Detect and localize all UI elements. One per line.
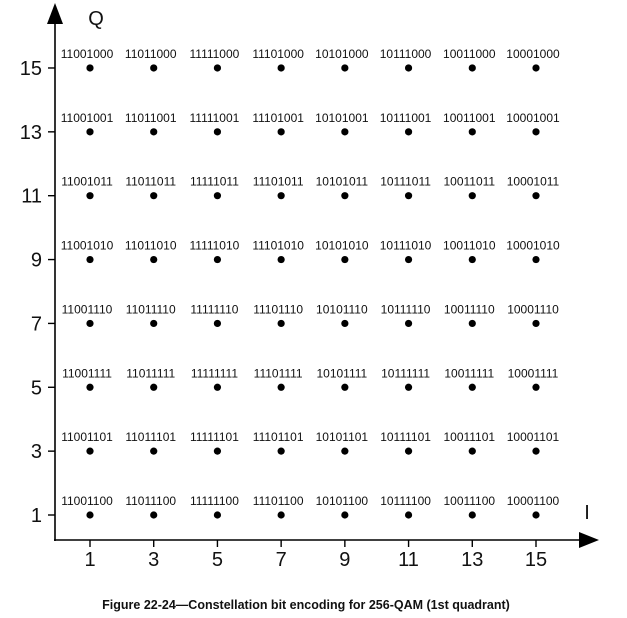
- constellation-point: [405, 256, 412, 263]
- constellation-point: [341, 192, 348, 199]
- y-axis: [47, 3, 104, 541]
- constellation-point: [150, 128, 157, 135]
- constellation-point: [278, 384, 285, 391]
- constellation-point: [86, 128, 93, 135]
- constellation-point: [214, 511, 221, 518]
- point-label: 11111101: [189, 430, 239, 445]
- constellation-point: [150, 511, 157, 518]
- constellation-point: [214, 448, 221, 455]
- point-label: 11101001: [252, 110, 304, 125]
- y-tick-label: 13: [19, 121, 42, 144]
- point-label: 11011111: [126, 366, 176, 381]
- point-label: 11011100: [125, 494, 177, 508]
- y-axis-label: Q: [88, 8, 104, 30]
- y-tick-label: 7: [30, 313, 42, 336]
- constellation-point: [150, 384, 157, 391]
- constellation-point: [341, 384, 348, 391]
- point-label: 11011101: [125, 430, 177, 445]
- point-label: 10101001: [315, 110, 369, 125]
- constellation-point: [405, 320, 412, 327]
- y-tick-label: 9: [30, 249, 42, 272]
- x-tick-label: 3: [148, 549, 160, 571]
- x-tick-label: 7: [275, 549, 287, 571]
- point-label: 10111011: [380, 174, 431, 189]
- constellation-point: [532, 64, 539, 71]
- point-label: 11001010: [60, 238, 114, 253]
- point-label: 10011011: [443, 174, 496, 189]
- point-label: 11101011: [252, 174, 304, 189]
- point-label: 11111110: [190, 302, 239, 317]
- constellation-point: [532, 320, 539, 327]
- constellation-point: [405, 511, 412, 518]
- point-label: 11111000: [189, 46, 240, 61]
- point-label: 10001011: [506, 174, 560, 189]
- constellation-point: [469, 192, 476, 199]
- constellation-point: [214, 256, 221, 263]
- point-label: 11111011: [189, 174, 239, 189]
- point-label: 11011011: [125, 174, 177, 189]
- constellation-point: [278, 64, 285, 71]
- point-label: 10001010: [506, 238, 560, 253]
- point-label: 10101010: [315, 238, 369, 253]
- point-label: 10111101: [380, 430, 431, 445]
- point-label: 10101100: [315, 494, 369, 508]
- constellation-point: [86, 511, 93, 518]
- y-ticks: [20, 58, 55, 527]
- x-axis: [54, 502, 599, 548]
- constellation-point: [86, 320, 93, 327]
- point-label: 10001101: [506, 430, 560, 445]
- point-label: 11001001: [60, 110, 114, 125]
- constellation-point: [405, 384, 412, 391]
- point-label: 10011010: [443, 238, 496, 253]
- point-label: 10111001: [379, 110, 432, 125]
- point-label: 11111001: [189, 110, 240, 125]
- point-label: 10111000: [379, 46, 432, 61]
- constellation-point: [469, 320, 476, 327]
- point-label: 10011111: [444, 366, 495, 381]
- x-tick-label: 11: [398, 549, 419, 571]
- constellation-point: [278, 320, 285, 327]
- constellation-points: [61, 47, 560, 519]
- point-label: 11001011: [61, 174, 113, 189]
- y-tick-label: 5: [30, 377, 42, 400]
- point-label: 10011001: [443, 110, 496, 125]
- point-label: 11001101: [61, 430, 113, 445]
- constellation-point: [469, 384, 476, 391]
- point-label: 10011100: [443, 494, 496, 508]
- point-label: 11001111: [62, 366, 112, 381]
- point-label: 11101100: [252, 494, 304, 508]
- point-label: 10011000: [443, 46, 496, 61]
- constellation-point: [150, 64, 157, 71]
- constellation-point: [405, 128, 412, 135]
- x-axis-arrowhead: [579, 532, 599, 548]
- x-ticks: [84, 540, 547, 571]
- constellation-point: [341, 320, 348, 327]
- constellation-point: [86, 64, 93, 71]
- constellation-point: [86, 384, 93, 391]
- point-label: 10101011: [315, 174, 369, 189]
- x-tick-label: 5: [211, 549, 223, 571]
- point-label: 10111111: [381, 366, 431, 381]
- point-label: 11101010: [252, 238, 304, 253]
- constellation-point: [278, 256, 285, 263]
- constellation-point: [405, 64, 412, 71]
- constellation-point: [405, 192, 412, 199]
- constellation-point: [278, 128, 285, 135]
- point-label: 10001000: [506, 46, 560, 61]
- point-label: 11101110: [253, 302, 304, 317]
- point-label: 11011110: [125, 302, 176, 317]
- point-label: 11101101: [252, 430, 304, 445]
- y-tick-label: 11: [21, 185, 42, 208]
- x-tick-label: 15: [524, 549, 548, 571]
- point-label: 10111100: [380, 494, 431, 508]
- constellation-point: [86, 192, 93, 199]
- x-tick-label: 1: [84, 549, 96, 571]
- point-label: 11111100: [189, 494, 239, 508]
- constellation-point: [532, 511, 539, 518]
- point-label: 11011000: [124, 46, 177, 61]
- constellation-point: [214, 320, 221, 327]
- constellation-point: [278, 192, 285, 199]
- constellation-point: [532, 128, 539, 135]
- point-label: 11001110: [61, 302, 113, 317]
- constellation-point: [405, 448, 412, 455]
- x-tick-label: 9: [339, 549, 351, 571]
- point-label: 11011001: [124, 110, 177, 125]
- point-label: 10001001: [506, 110, 560, 125]
- constellation-point: [150, 448, 157, 455]
- point-label: 10001100: [506, 494, 560, 508]
- constellation-point: [214, 384, 221, 391]
- constellation-point: [150, 192, 157, 199]
- y-tick-label: 3: [30, 441, 42, 464]
- point-label: 11011010: [124, 238, 177, 253]
- constellation-point: [469, 64, 476, 71]
- y-axis-arrowhead: [47, 3, 63, 24]
- point-label: 10001111: [507, 366, 559, 381]
- point-label: 11001000: [60, 46, 114, 61]
- constellation-point: [469, 511, 476, 518]
- constellation-point: [214, 64, 221, 71]
- constellation-point: [532, 256, 539, 263]
- constellation-point: [341, 448, 348, 455]
- point-label: 11111111: [190, 366, 239, 381]
- point-label: 10111110: [380, 302, 431, 317]
- constellation-point: [341, 128, 348, 135]
- constellation-point: [469, 128, 476, 135]
- x-tick-label: 13: [461, 549, 484, 571]
- y-tick-label: 15: [19, 57, 42, 80]
- constellation-point: [341, 256, 348, 263]
- figure-caption: Figure 22-24—Constellation bit encoding for 256-QAM (1st quadrant): [102, 598, 510, 612]
- constellation-point: [150, 320, 157, 327]
- point-label: 10101101: [315, 430, 369, 445]
- x-axis-label: I: [584, 502, 590, 524]
- y-tick-label: 1: [30, 505, 42, 527]
- point-label: 10001110: [507, 302, 559, 317]
- point-label: 10111010: [379, 238, 432, 253]
- constellation-point: [532, 448, 539, 455]
- point-label: 10011110: [443, 302, 495, 317]
- constellation-point: [469, 256, 476, 263]
- constellation-point: [214, 192, 221, 199]
- constellation-point: [278, 511, 285, 518]
- constellation-point: [341, 64, 348, 71]
- constellation-point: [278, 448, 285, 455]
- point-label: 11101000: [252, 46, 304, 61]
- constellation-point: [214, 128, 221, 135]
- constellation-point: [150, 256, 157, 263]
- point-label: 10101111: [316, 366, 368, 381]
- constellation-point: [532, 192, 539, 199]
- point-label: 10011101: [443, 430, 496, 445]
- point-label: 11101111: [253, 366, 303, 381]
- constellation-point: [532, 384, 539, 391]
- constellation-point: [86, 256, 93, 263]
- point-label: 10101000: [315, 46, 369, 61]
- point-label: 10101110: [316, 302, 368, 317]
- constellation-point: [469, 448, 476, 455]
- constellation-point: [86, 448, 93, 455]
- point-label: 11111010: [189, 238, 240, 253]
- constellation-point: [341, 511, 348, 518]
- point-label: 11001100: [61, 494, 113, 508]
